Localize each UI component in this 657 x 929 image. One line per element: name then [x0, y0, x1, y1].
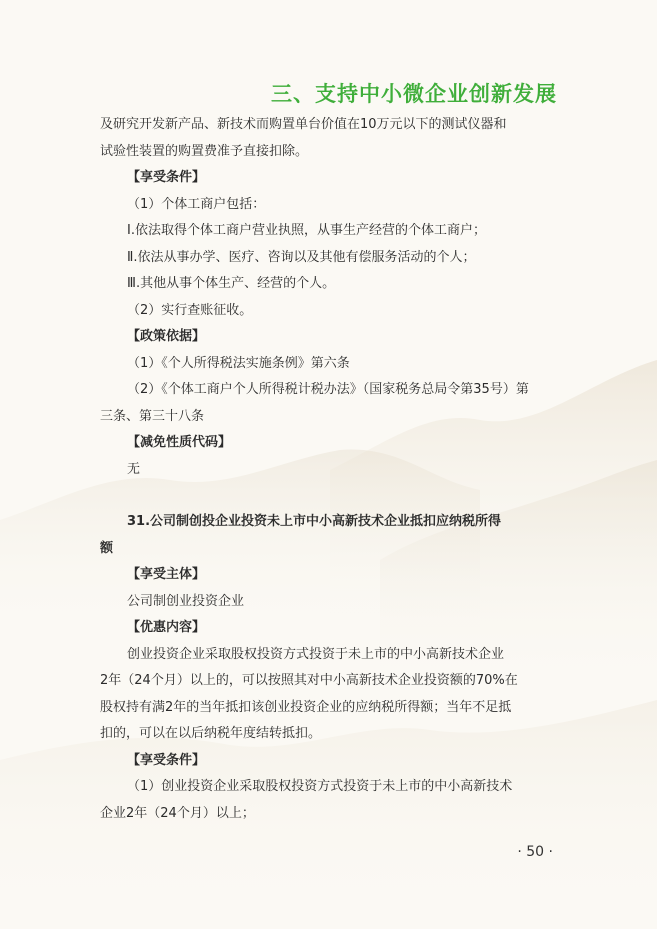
benefit-line: 2年（24个月）以上的，可以按照其对中小高新技术企业投资额的70%在: [100, 673, 518, 688]
item-title-line: 额: [100, 540, 114, 556]
benefit-line: 创业投资企业采取股权投资方式投资于未上市的中小高新技术企业: [127, 646, 505, 662]
condition-line: Ⅰ.依法取得个体工商户营业执照，从事生产经营的个体工商户；: [127, 223, 486, 238]
exemption-code-heading: 【减免性质代码】: [127, 435, 232, 450]
condition-line: （1）创业投资企业采取股权投资方式投资于未上市的中小高新技术: [127, 779, 513, 794]
paragraph-line: 试验性装置的购置费准予直接扣除。: [100, 143, 309, 159]
subject-value: 公司制创业投资企业: [127, 593, 245, 609]
chapter-header: 三、支持中小微企业创新发展: [271, 82, 557, 106]
item-title-line: 31.公司制创投企业投资未上市中小高新技术企业抵扣应纳税所得: [127, 514, 502, 529]
condition-line: （1）个体工商户包括：: [127, 196, 266, 212]
condition-line: （2）实行查账征收。: [127, 302, 253, 318]
exemption-code-value: 无: [127, 461, 141, 477]
condition-line: Ⅲ.其他从事个体生产、经营的个人。: [127, 276, 336, 291]
condition-line: 企业2年（24个月）以上；: [100, 805, 255, 821]
paragraph-line: 及研究开发新产品、新技术而购置单台价值在10万元以下的测试仪器和: [100, 117, 507, 132]
benefit-heading: 【优惠内容】: [127, 620, 206, 635]
page-number: · 50 ·: [517, 844, 553, 860]
policy-basis-heading: 【政策依据】: [127, 329, 206, 344]
benefit-line: 扣的，可以在以后纳税年度结转抵扣。: [100, 726, 322, 741]
page-body: [100, 112, 560, 827]
condition-line: Ⅱ.依法从事办学、医疗、咨询以及其他有偿服务活动的个人；: [127, 249, 476, 265]
conditions-heading: 【享受条件】: [127, 170, 206, 185]
conditions-heading: 【享受条件】: [127, 752, 206, 768]
basis-line: （1）《个人所得税法实施条例》第六条: [127, 355, 350, 371]
basis-line: （2）《个体工商户个人所得税计税办法》（国家税务总局令第35号）第: [127, 382, 529, 397]
subject-heading: 【享受主体】: [127, 567, 206, 582]
benefit-line: 股权持有满2年的当年抵扣该创业投资企业的应纳税所得额；当年不足抵: [100, 699, 512, 715]
basis-line: 三条、第三十八条: [100, 408, 205, 424]
